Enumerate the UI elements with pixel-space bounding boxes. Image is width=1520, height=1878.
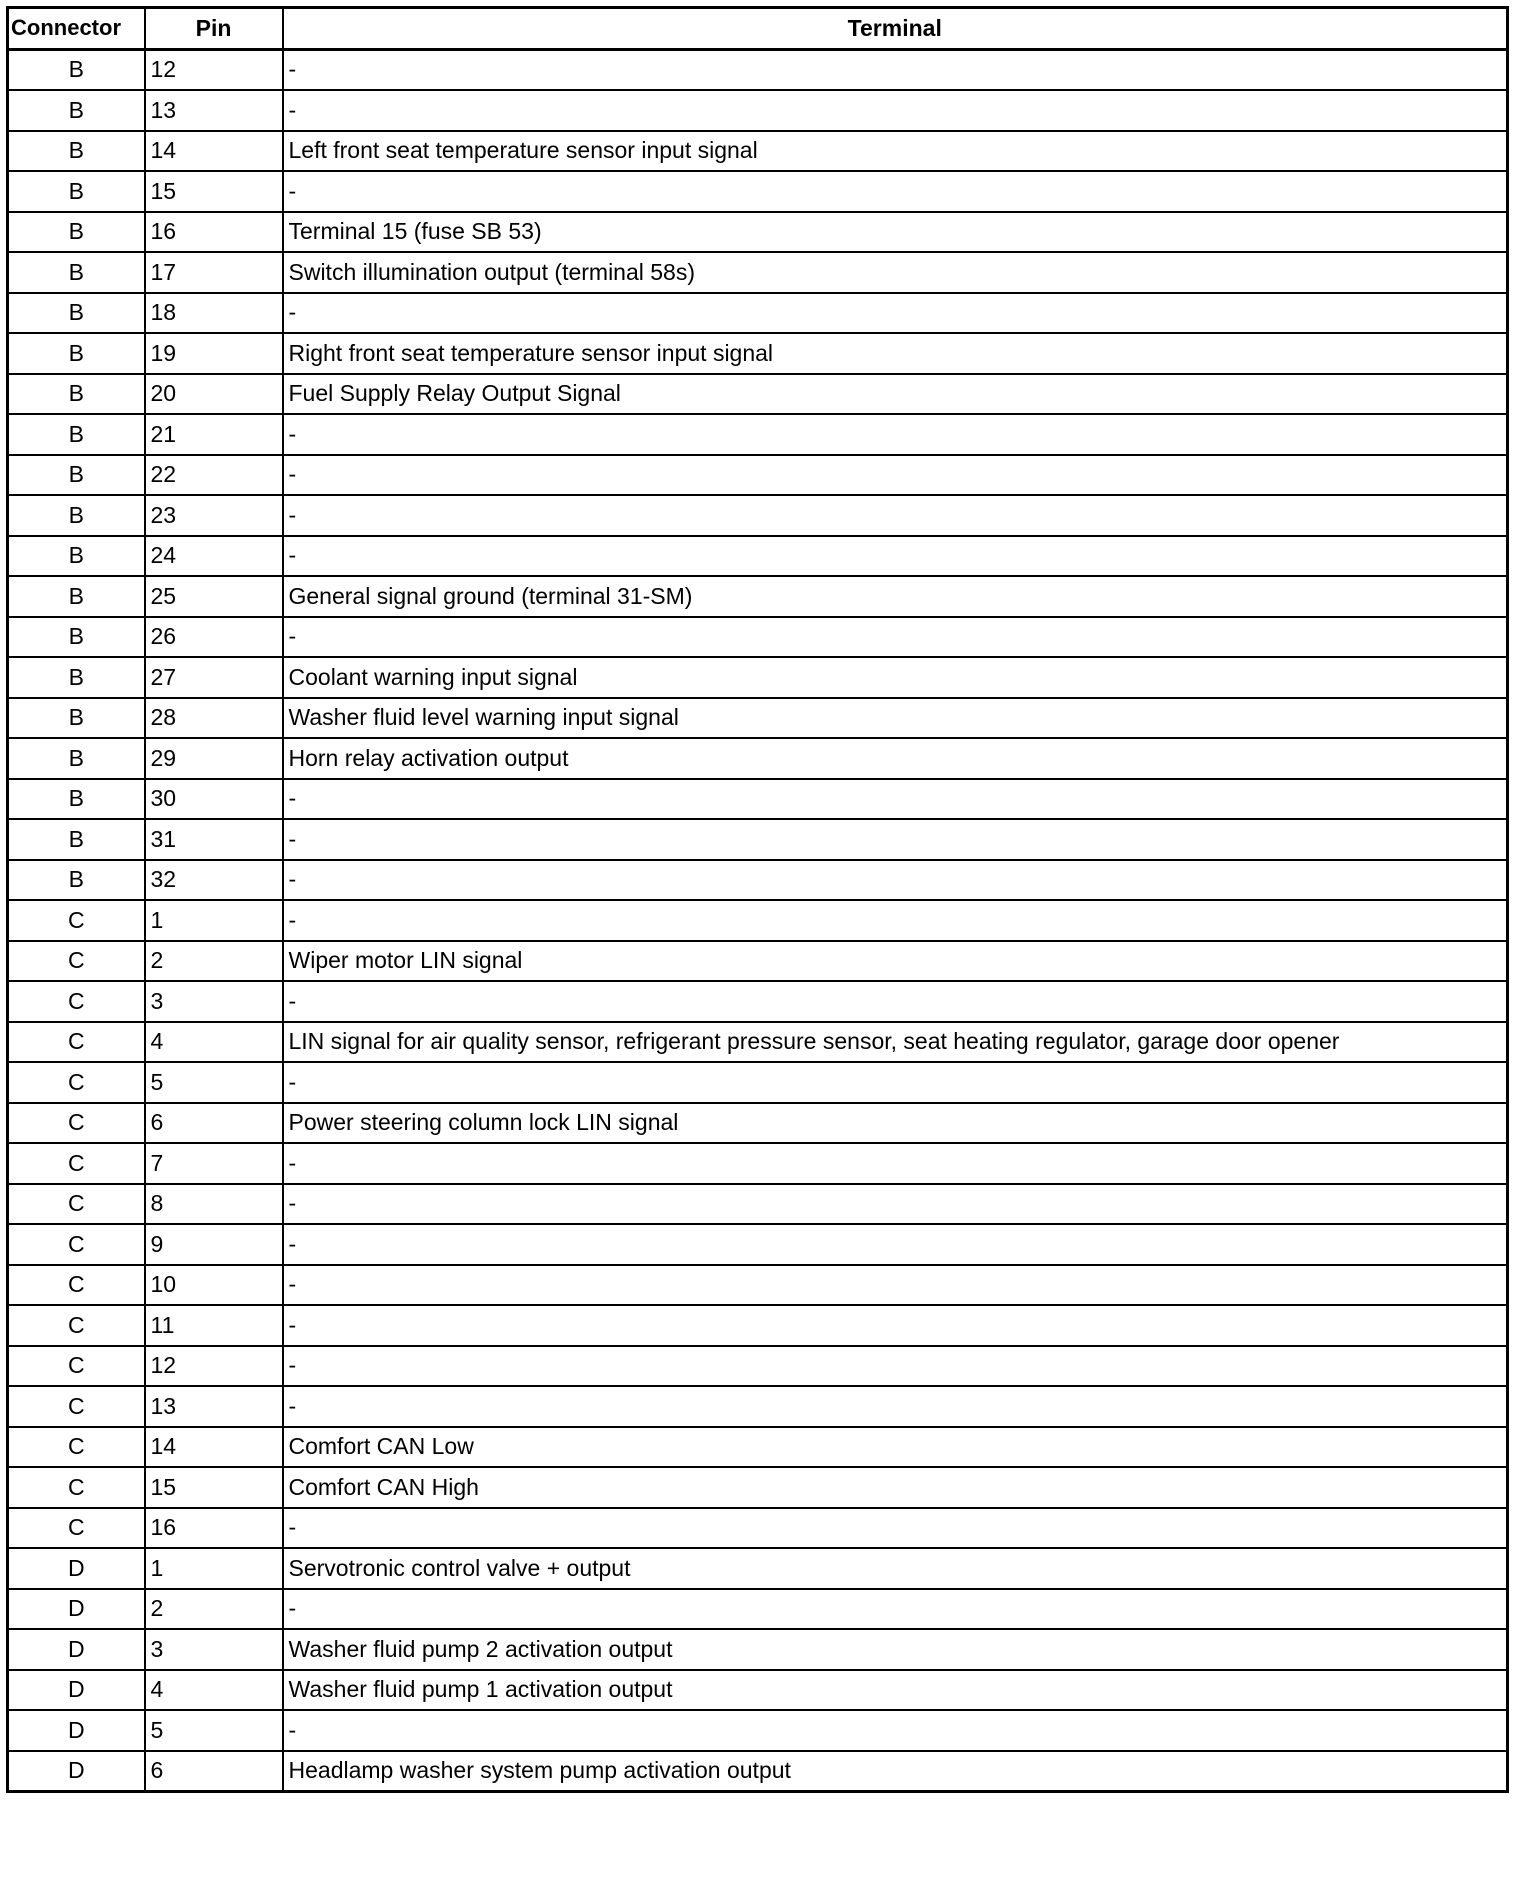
pin-cell: 5 [145,1710,283,1751]
table-row [8,779,1508,820]
pin-cell: 14 [145,1427,283,1468]
terminal-cell: - [283,1224,1508,1265]
terminal-cell: Washer fluid pump 2 activation output [283,1629,1508,1670]
terminal-cell: - [283,49,1508,90]
connector-cell: B [8,657,145,698]
terminal-cell: Wiper motor LIN signal [283,941,1508,982]
terminal-cell: - [283,1143,1508,1184]
table-row [8,131,1508,172]
connector-cell: B [8,212,145,253]
table-row [8,49,1508,90]
pin-cell: 23 [145,495,283,536]
column-header-pin: Pin [145,8,283,50]
terminal-cell: Servotronic control valve + output [283,1548,1508,1589]
terminal-cell: - [283,171,1508,212]
pin-cell: 4 [145,1022,283,1063]
table-row [8,617,1508,658]
pin-cell: 26 [145,617,283,658]
connector-cell: C [8,1062,145,1103]
connector-cell: D [8,1670,145,1711]
connector-cell: C [8,1224,145,1265]
connector-cell: B [8,698,145,739]
terminal-cell: - [283,819,1508,860]
terminal-cell: - [283,617,1508,658]
pin-cell: 3 [145,1629,283,1670]
terminal-cell: - [283,1184,1508,1225]
connector-cell: B [8,779,145,820]
pin-cell: 12 [145,1346,283,1387]
table-row [8,698,1508,739]
pin-cell: 19 [145,333,283,374]
connector-cell: B [8,252,145,293]
pin-cell: 22 [145,455,283,496]
pin-cell: 3 [145,981,283,1022]
connector-cell: C [8,981,145,1022]
table-row [8,860,1508,901]
table-row [8,455,1508,496]
table-row [8,293,1508,334]
table-row [8,738,1508,779]
connector-cell: C [8,1265,145,1306]
terminal-cell: Fuel Supply Relay Output Signal [283,374,1508,415]
terminal-cell: - [283,1305,1508,1346]
table-row [8,1346,1508,1387]
connector-cell: C [8,1346,145,1387]
connector-cell: C [8,1386,145,1427]
table-row [8,981,1508,1022]
connector-cell: B [8,49,145,90]
table-row [8,536,1508,577]
pin-cell: 17 [145,252,283,293]
connector-cell: B [8,455,145,496]
connector-cell: B [8,738,145,779]
table-row [8,495,1508,536]
table-row [8,1467,1508,1508]
terminal-cell: - [283,536,1508,577]
connector-cell: C [8,1427,145,1468]
terminal-cell: - [283,1346,1508,1387]
connector-cell: D [8,1751,145,1792]
table-row [8,1751,1508,1792]
connector-cell: C [8,1467,145,1508]
pin-cell: 5 [145,1062,283,1103]
table-row [8,1022,1508,1063]
pin-cell: 11 [145,1305,283,1346]
connector-cell: B [8,171,145,212]
terminal-cell: Right front seat temperature sensor input signal [283,333,1508,374]
terminal-cell: Switch illumination output (terminal 58s) [283,252,1508,293]
terminal-cell: - [283,1589,1508,1630]
table-row [8,941,1508,982]
pin-cell: 2 [145,1589,283,1630]
terminal-cell: Left front seat temperature sensor input signal [283,131,1508,172]
connector-cell: C [8,1184,145,1225]
table-row [8,90,1508,131]
table-row [8,576,1508,617]
terminal-cell: - [283,860,1508,901]
terminal-cell: Washer fluid pump 1 activation output [283,1670,1508,1711]
table-row [8,1548,1508,1589]
terminal-cell: - [283,90,1508,131]
terminal-cell: Power steering column lock LIN signal [283,1103,1508,1144]
pin-cell: 13 [145,90,283,131]
terminal-cell: Comfort CAN High [283,1467,1508,1508]
pin-cell: 30 [145,779,283,820]
connector-cell: B [8,374,145,415]
table-row [8,212,1508,253]
pin-cell: 27 [145,657,283,698]
table-row [8,1305,1508,1346]
terminal-cell: Headlamp washer system pump activation output [283,1751,1508,1792]
connector-cell: C [8,1103,145,1144]
terminal-cell: Horn relay activation output [283,738,1508,779]
terminal-cell: Terminal 15 (fuse SB 53) [283,212,1508,253]
pin-cell: 16 [145,1508,283,1549]
connector-cell: B [8,576,145,617]
pin-cell: 9 [145,1224,283,1265]
terminal-cell: - [283,414,1508,455]
connector-pin-table [6,6,1509,1793]
table-row [8,1224,1508,1265]
connector-cell: B [8,860,145,901]
pin-cell: 1 [145,900,283,941]
pin-cell: 20 [145,374,283,415]
connector-cell: C [8,1305,145,1346]
pin-cell: 21 [145,414,283,455]
table-body [8,49,1508,1792]
connector-cell: B [8,90,145,131]
connector-cell: B [8,819,145,860]
pin-cell: 10 [145,1265,283,1306]
connector-cell: D [8,1548,145,1589]
terminal-cell: - [283,1710,1508,1751]
table-row [8,1670,1508,1711]
pin-cell: 15 [145,1467,283,1508]
table-row [8,171,1508,212]
table-row [8,1143,1508,1184]
terminal-cell: - [283,455,1508,496]
table-row [8,1710,1508,1751]
pin-cell: 24 [145,536,283,577]
table-row [8,900,1508,941]
pin-cell: 28 [145,698,283,739]
column-header-connector: Connector [8,8,145,50]
pin-cell: 16 [145,212,283,253]
pin-cell: 13 [145,1386,283,1427]
terminal-cell: - [283,981,1508,1022]
pin-cell: 14 [145,131,283,172]
terminal-cell: - [283,1062,1508,1103]
connector-cell: B [8,617,145,658]
table-header-row [8,8,1508,50]
pin-cell: 4 [145,1670,283,1711]
terminal-cell: - [283,779,1508,820]
connector-cell: B [8,536,145,577]
pin-cell: 8 [145,1184,283,1225]
connector-cell: C [8,1022,145,1063]
terminal-cell: - [283,495,1508,536]
table-row [8,414,1508,455]
connector-cell: C [8,1508,145,1549]
pin-cell: 31 [145,819,283,860]
terminal-cell: Washer fluid level warning input signal [283,698,1508,739]
connector-cell: B [8,414,145,455]
connector-cell: B [8,131,145,172]
terminal-cell: General signal ground (terminal 31-SM) [283,576,1508,617]
pin-cell: 15 [145,171,283,212]
table-row [8,1184,1508,1225]
table-row [8,1508,1508,1549]
connector-cell: D [8,1589,145,1630]
connector-cell: B [8,495,145,536]
pin-cell: 18 [145,293,283,334]
connector-cell: C [8,900,145,941]
table-row [8,374,1508,415]
pin-cell: 1 [145,1548,283,1589]
connector-cell: B [8,293,145,334]
terminal-cell: - [283,293,1508,334]
pin-cell: 2 [145,941,283,982]
table-row [8,657,1508,698]
connector-cell: D [8,1710,145,1751]
table-row [8,1427,1508,1468]
terminal-cell: LIN signal for air quality sensor, refrigerant pressure sensor, seat heating regulator, garage door opener [283,1022,1508,1063]
table-row [8,1386,1508,1427]
pin-cell: 6 [145,1751,283,1792]
table-row [8,333,1508,374]
table-row [8,1062,1508,1103]
pin-cell: 12 [145,49,283,90]
table-row [8,819,1508,860]
terminal-cell: Coolant warning input signal [283,657,1508,698]
pin-cell: 6 [145,1103,283,1144]
terminal-cell: Comfort CAN Low [283,1427,1508,1468]
table-row [8,1629,1508,1670]
connector-cell: C [8,941,145,982]
pin-cell: 32 [145,860,283,901]
table-row [8,252,1508,293]
connector-cell: D [8,1629,145,1670]
connector-cell: B [8,333,145,374]
terminal-cell: - [283,900,1508,941]
pin-cell: 25 [145,576,283,617]
terminal-cell: - [283,1508,1508,1549]
column-header-terminal: Terminal [283,8,1508,50]
table-row [8,1103,1508,1144]
pin-cell: 7 [145,1143,283,1184]
terminal-cell: - [283,1386,1508,1427]
table-row [8,1265,1508,1306]
connector-cell: C [8,1143,145,1184]
table-row [8,1589,1508,1630]
terminal-cell: - [283,1265,1508,1306]
pin-cell: 29 [145,738,283,779]
